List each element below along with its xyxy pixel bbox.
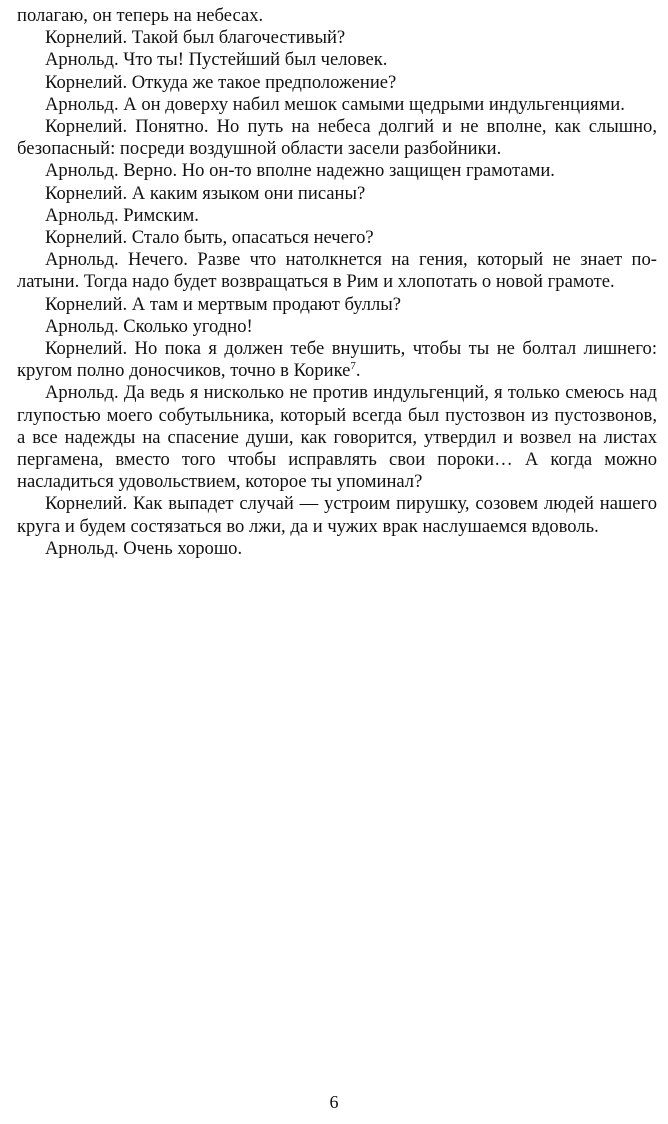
paragraph: Корнелий. Такой был благочестивый? bbox=[45, 27, 346, 49]
paragraph: Арнольд. Нечего. Разве что натолкнется на гения, который не знает по-латыни. Тогда надо будет возвращаться в Рим и хлопотать о новой грамоте. bbox=[17, 249, 657, 293]
paragraph-with-footnote bbox=[17, 338, 657, 382]
paragraph: Корнелий. А там и мертвым продают буллы? bbox=[45, 293, 402, 315]
paragraph: Арнольд. А он доверху набил мешок самыми щедрыми индульгенциями. bbox=[45, 93, 625, 115]
paragraph: Арнольд. Что ты! Пустейший был человек. bbox=[45, 49, 388, 71]
paragraph: Корнелий. Понятно. Но путь на небеса долгий и не вполне, как слышно, безопасный: посреди воздушной области засели разбойники. bbox=[17, 116, 657, 160]
paragraph: Корнелий. А каким языком они писаны? bbox=[45, 182, 366, 204]
page-text bbox=[17, 5, 657, 560]
paragraph: Арнольд. Да ведь я нисколько не против индульгенций, я только смеюсь над глупостью моего собутыльника, который всегда был пустозвон из пустозвонов, а все надежды на спасение души, как говорится, утвердил и возвел на листах пергамена, вместо того чтобы исправлять свои пороки… А когда можно насладиться удовольствием, которое ты упоминал? bbox=[17, 382, 657, 493]
paragraph: Арнольд. Очень хорошо. bbox=[45, 537, 243, 559]
paragraph: Арнольд. Верно. Но он-то вполне надежно защищен грамотами. bbox=[45, 160, 555, 182]
paragraph-text: Корнелий. Но пока я должен тебе внушить, чтобы ты не болтал лишнего: кругом полно доносчиков, точно в Корике bbox=[17, 338, 657, 382]
paragraph: Корнелий. Стало быть, опасаться нечего? bbox=[45, 227, 374, 249]
paragraph: Корнелий. Откуда же такое предположение? bbox=[45, 71, 397, 93]
paragraph: Корнелий. Как выпадет случай — устроим пирушку, созовем людей нашего круга и будем состязаться во лжи, да и чужих врак наслушаемся вдоволь. bbox=[17, 493, 657, 537]
paragraph-trailing-punctuation: . bbox=[355, 360, 361, 382]
paragraph: Арнольд. Сколько угодно! bbox=[45, 315, 253, 337]
footnote-marker[interactable]: 7 bbox=[350, 360, 356, 373]
paragraph: полагаю, он теперь на небесах. bbox=[17, 5, 264, 26]
paragraph: Арнольд. Римским. bbox=[45, 204, 199, 226]
page-number: 6 bbox=[329, 1092, 339, 1112]
